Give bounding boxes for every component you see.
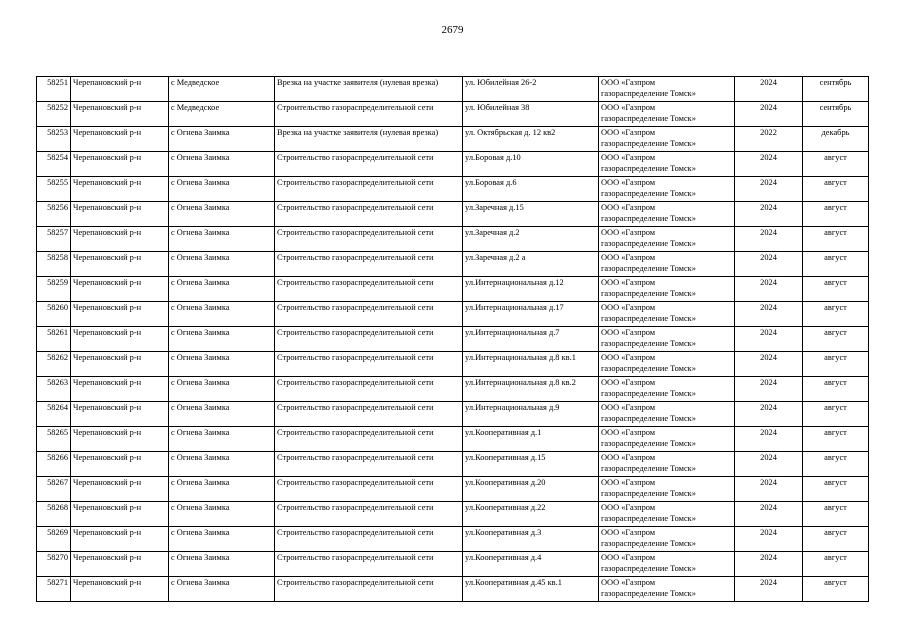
row-number-cell: 58270 xyxy=(37,552,71,577)
year-cell: 2024 xyxy=(735,477,803,502)
organization-cell xyxy=(599,402,735,427)
organization-line-2: газораспределение Томск» xyxy=(601,264,696,273)
organization-line-1: ООО «Газпром xyxy=(601,153,656,162)
organization-cell xyxy=(599,527,735,552)
organization-line-1: ООО «Газпром xyxy=(601,253,656,262)
table-row xyxy=(37,202,869,227)
row-number-cell: 58262 xyxy=(37,352,71,377)
year-cell: 2024 xyxy=(735,177,803,202)
organization-cell xyxy=(599,377,735,402)
table-row xyxy=(37,177,869,202)
organization-line-1: ООО «Газпром xyxy=(601,228,656,237)
row-number-cell: 58263 xyxy=(37,377,71,402)
work-type-cell: Строительство газораспределительной сети xyxy=(275,577,463,602)
district-cell: Черепановский р-н xyxy=(71,402,169,427)
month-cell: август xyxy=(803,502,869,527)
address-cell: ул.Интернациональная д.17 xyxy=(463,302,599,327)
work-type-cell: Строительство газораспределительной сети xyxy=(275,252,463,277)
settlement-cell: с Огнева Заимка xyxy=(169,502,275,527)
year-cell: 2024 xyxy=(735,202,803,227)
row-number-cell: 58261 xyxy=(37,327,71,352)
settlement-cell: с Медведское xyxy=(169,77,275,102)
district-cell: Черепановский р-н xyxy=(71,302,169,327)
work-type-cell: Строительство газораспределительной сети xyxy=(275,177,463,202)
row-number-cell: 58260 xyxy=(37,302,71,327)
organization-line-2: газораспределение Томск» xyxy=(601,289,696,298)
address-cell: ул.Кооперативная д.3 xyxy=(463,527,599,552)
organization-line-2: газораспределение Томск» xyxy=(601,414,696,423)
row-number-cell: 58267 xyxy=(37,477,71,502)
month-cell: август xyxy=(803,202,869,227)
month-cell: август xyxy=(803,302,869,327)
year-cell: 2024 xyxy=(735,227,803,252)
month-cell: август xyxy=(803,277,869,302)
organization-cell xyxy=(599,202,735,227)
organization-line-2: газораспределение Томск» xyxy=(601,364,696,373)
settlement-cell: с Огнева Заимка xyxy=(169,577,275,602)
settlement-cell: с Огнева Заимка xyxy=(169,527,275,552)
year-cell: 2024 xyxy=(735,452,803,477)
district-cell: Черепановский р-н xyxy=(71,177,169,202)
table-row xyxy=(37,152,869,177)
address-cell: ул.Интернациональная д.9 xyxy=(463,402,599,427)
district-cell: Черепановский р-н xyxy=(71,327,169,352)
table-row xyxy=(37,427,869,452)
work-type-cell: Строительство газораспределительной сети xyxy=(275,152,463,177)
address-cell: ул.Кооперативная д.45 кв.1 xyxy=(463,577,599,602)
organization-cell xyxy=(599,252,735,277)
month-cell: август xyxy=(803,327,869,352)
row-number-cell: 58271 xyxy=(37,577,71,602)
address-cell: ул.Боровая д.6 xyxy=(463,177,599,202)
row-number-cell: 58257 xyxy=(37,227,71,252)
year-cell: 2024 xyxy=(735,402,803,427)
organization-line-2: газораспределение Томск» xyxy=(601,439,696,448)
address-cell: ул.Кооперативная д.1 xyxy=(463,427,599,452)
district-cell: Черепановский р-н xyxy=(71,377,169,402)
settlement-cell: с Огнева Заимка xyxy=(169,377,275,402)
table-row xyxy=(37,127,869,152)
district-cell: Черепановский р-н xyxy=(71,452,169,477)
address-cell: ул.Кооперативная д.4 xyxy=(463,552,599,577)
year-cell: 2024 xyxy=(735,552,803,577)
month-cell: август xyxy=(803,477,869,502)
address-cell: ул.Интернациональная д.7 xyxy=(463,327,599,352)
row-number-cell: 58252 xyxy=(37,102,71,127)
table-row xyxy=(37,552,869,577)
organization-line-1: ООО «Газпром xyxy=(601,303,656,312)
table-row xyxy=(37,227,869,252)
row-number-cell: 58268 xyxy=(37,502,71,527)
month-cell: сентябрь xyxy=(803,102,869,127)
year-cell: 2024 xyxy=(735,252,803,277)
organization-line-2: газораспределение Томск» xyxy=(601,164,696,173)
organization-line-1: ООО «Газпром xyxy=(601,203,656,212)
organization-cell xyxy=(599,352,735,377)
organization-cell xyxy=(599,502,735,527)
organization-line-1: ООО «Газпром xyxy=(601,578,656,587)
organization-line-2: газораспределение Томск» xyxy=(601,389,696,398)
month-cell: август xyxy=(803,152,869,177)
year-cell: 2024 xyxy=(735,102,803,127)
table-row xyxy=(37,327,869,352)
address-cell: ул.Заречная д.2 а xyxy=(463,252,599,277)
settlement-cell: с Огнева Заимка xyxy=(169,127,275,152)
work-type-cell: Строительство газораспределительной сети xyxy=(275,527,463,552)
organization-cell xyxy=(599,77,735,102)
year-cell: 2024 xyxy=(735,327,803,352)
year-cell: 2024 xyxy=(735,277,803,302)
organization-line-1: ООО «Газпром xyxy=(601,503,656,512)
organization-cell xyxy=(599,577,735,602)
gasification-register-table xyxy=(36,76,869,602)
organization-line-1: ООО «Газпром xyxy=(601,428,656,437)
year-cell: 2022 xyxy=(735,127,803,152)
settlement-cell: с Огнева Заимка xyxy=(169,202,275,227)
month-cell: август xyxy=(803,452,869,477)
district-cell: Черепановский р-н xyxy=(71,427,169,452)
row-number-cell: 58251 xyxy=(37,77,71,102)
year-cell: 2024 xyxy=(735,77,803,102)
work-type-cell: Строительство газораспределительной сети xyxy=(275,502,463,527)
district-cell: Черепановский р-н xyxy=(71,202,169,227)
year-cell: 2024 xyxy=(735,577,803,602)
month-cell: август xyxy=(803,402,869,427)
organization-line-2: газораспределение Томск» xyxy=(601,564,696,573)
settlement-cell: с Огнева Заимка xyxy=(169,452,275,477)
year-cell: 2024 xyxy=(735,152,803,177)
month-cell: декабрь xyxy=(803,127,869,152)
organization-cell xyxy=(599,102,735,127)
organization-line-1: ООО «Газпром xyxy=(601,78,656,87)
address-cell: ул.Интернациональная д.8 кв.1 xyxy=(463,352,599,377)
district-cell: Черепановский р-н xyxy=(71,552,169,577)
organization-cell xyxy=(599,452,735,477)
row-number-cell: 58255 xyxy=(37,177,71,202)
settlement-cell: с Огнева Заимка xyxy=(169,402,275,427)
district-cell: Черепановский р-н xyxy=(71,352,169,377)
month-cell: сентябрь xyxy=(803,77,869,102)
table-row xyxy=(37,352,869,377)
work-type-cell: Строительство газораспределительной сети xyxy=(275,327,463,352)
year-cell: 2024 xyxy=(735,502,803,527)
organization-line-2: газораспределение Томск» xyxy=(601,114,696,123)
organization-cell xyxy=(599,302,735,327)
settlement-cell: с Огнева Заимка xyxy=(169,177,275,202)
table-row xyxy=(37,502,869,527)
row-number-cell: 58258 xyxy=(37,252,71,277)
row-number-cell: 58264 xyxy=(37,402,71,427)
organization-line-1: ООО «Газпром xyxy=(601,478,656,487)
organization-line-2: газораспределение Томск» xyxy=(601,214,696,223)
month-cell: август xyxy=(803,552,869,577)
work-type-cell: Строительство газораспределительной сети xyxy=(275,477,463,502)
address-cell: ул.Интернациональная д.12 xyxy=(463,277,599,302)
work-type-cell: Строительство газораспределительной сети xyxy=(275,302,463,327)
organization-line-2: газораспределение Томск» xyxy=(601,189,696,198)
work-type-cell: Строительство газораспределительной сети xyxy=(275,377,463,402)
table-row xyxy=(37,577,869,602)
district-cell: Черепановский р-н xyxy=(71,227,169,252)
row-number-cell: 58259 xyxy=(37,277,71,302)
organization-line-1: ООО «Газпром xyxy=(601,178,656,187)
organization-cell xyxy=(599,277,735,302)
organization-cell xyxy=(599,177,735,202)
district-cell: Черепановский р-н xyxy=(71,577,169,602)
district-cell: Черепановский р-н xyxy=(71,102,169,127)
year-cell: 2024 xyxy=(735,527,803,552)
organization-line-2: газораспределение Томск» xyxy=(601,139,696,148)
page-number: 2679 xyxy=(441,24,464,36)
settlement-cell: с Медведское xyxy=(169,102,275,127)
table-row xyxy=(37,77,869,102)
organization-line-1: ООО «Газпром xyxy=(601,378,656,387)
address-cell: ул.Кооперативная д.15 xyxy=(463,452,599,477)
district-cell: Черепановский р-н xyxy=(71,77,169,102)
organization-line-2: газораспределение Томск» xyxy=(601,514,696,523)
table-row xyxy=(37,277,869,302)
district-cell: Черепановский р-н xyxy=(71,252,169,277)
settlement-cell: с Огнева Заимка xyxy=(169,477,275,502)
row-number-cell: 58254 xyxy=(37,152,71,177)
month-cell: август xyxy=(803,377,869,402)
district-cell: Черепановский р-н xyxy=(71,502,169,527)
year-cell: 2024 xyxy=(735,427,803,452)
address-cell: ул. Октябрьская д. 12 кв2 xyxy=(463,127,599,152)
work-type-cell: Строительство газораспределительной сети xyxy=(275,552,463,577)
organization-line-2: газораспределение Томск» xyxy=(601,489,696,498)
table-row xyxy=(37,102,869,127)
organization-line-1: ООО «Газпром xyxy=(601,528,656,537)
organization-line-2: газораспределение Томск» xyxy=(601,539,696,548)
address-cell: ул.Заречная д.15 xyxy=(463,202,599,227)
work-type-cell: Строительство газораспределительной сети xyxy=(275,427,463,452)
settlement-cell: с Огнева Заимка xyxy=(169,552,275,577)
settlement-cell: с Огнева Заимка xyxy=(169,427,275,452)
year-cell: 2024 xyxy=(735,302,803,327)
work-type-cell: Строительство газораспределительной сети xyxy=(275,202,463,227)
work-type-cell: Строительство газораспределительной сети xyxy=(275,227,463,252)
organization-cell xyxy=(599,127,735,152)
district-cell: Черепановский р-н xyxy=(71,477,169,502)
settlement-cell: с Огнева Заимка xyxy=(169,152,275,177)
organization-line-1: ООО «Газпром xyxy=(601,328,656,337)
month-cell: август xyxy=(803,577,869,602)
organization-cell xyxy=(599,477,735,502)
organization-line-1: ООО «Газпром xyxy=(601,453,656,462)
year-cell: 2024 xyxy=(735,352,803,377)
organization-line-1: ООО «Газпром xyxy=(601,278,656,287)
address-cell: ул.Кооперативная д.20 xyxy=(463,477,599,502)
table-row xyxy=(37,302,869,327)
organization-line-2: газораспределение Томск» xyxy=(601,464,696,473)
organization-line-2: газораспределение Томск» xyxy=(601,589,696,598)
organization-line-1: ООО «Газпром xyxy=(601,128,656,137)
organization-line-1: ООО «Газпром xyxy=(601,553,656,562)
settlement-cell: с Огнева Заимка xyxy=(169,227,275,252)
settlement-cell: с Огнева Заимка xyxy=(169,327,275,352)
work-type-cell: Строительство газораспределительной сети xyxy=(275,452,463,477)
month-cell: август xyxy=(803,527,869,552)
month-cell: август xyxy=(803,227,869,252)
table-row xyxy=(37,452,869,477)
organization-line-1: ООО «Газпром xyxy=(601,353,656,362)
organization-cell xyxy=(599,152,735,177)
organization-line-2: газораспределение Томск» xyxy=(601,89,696,98)
organization-cell xyxy=(599,227,735,252)
organization-cell xyxy=(599,552,735,577)
organization-cell xyxy=(599,427,735,452)
settlement-cell: с Огнева Заимка xyxy=(169,302,275,327)
row-number-cell: 58269 xyxy=(37,527,71,552)
work-type-cell: Строительство газораспределительной сети xyxy=(275,352,463,377)
organization-line-2: газораспределение Томск» xyxy=(601,239,696,248)
district-cell: Черепановский р-н xyxy=(71,527,169,552)
table-body xyxy=(37,77,869,602)
organization-line-1: ООО «Газпром xyxy=(601,403,656,412)
month-cell: август xyxy=(803,427,869,452)
row-number-cell: 58266 xyxy=(37,452,71,477)
settlement-cell: с Огнева Заимка xyxy=(169,277,275,302)
district-cell: Черепановский р-н xyxy=(71,127,169,152)
work-type-cell: Врезка на участке заявителя (нулевая врезка) xyxy=(275,77,463,102)
address-cell: ул. Юбилейная 38 xyxy=(463,102,599,127)
district-cell: Черепановский р-н xyxy=(71,152,169,177)
address-cell: ул.Кооперативная д.22 xyxy=(463,502,599,527)
month-cell: август xyxy=(803,252,869,277)
organization-line-2: газораспределение Томск» xyxy=(601,314,696,323)
table-row xyxy=(37,402,869,427)
address-cell: ул. Юбилейная 26-2 xyxy=(463,77,599,102)
work-type-cell: Строительство газораспределительной сети xyxy=(275,277,463,302)
address-cell: ул.Боровая д.10 xyxy=(463,152,599,177)
year-cell: 2024 xyxy=(735,377,803,402)
table-row xyxy=(37,252,869,277)
table-row xyxy=(37,477,869,502)
organization-cell xyxy=(599,327,735,352)
organization-line-2: газораспределение Томск» xyxy=(601,339,696,348)
work-type-cell: Врезка на участке заявителя (нулевая врезка) xyxy=(275,127,463,152)
row-number-cell: 58253 xyxy=(37,127,71,152)
work-type-cell: Строительство газораспределительной сети xyxy=(275,402,463,427)
settlement-cell: с Огнева Заимка xyxy=(169,352,275,377)
work-type-cell: Строительство газораспределительной сети xyxy=(275,102,463,127)
month-cell: август xyxy=(803,352,869,377)
month-cell: август xyxy=(803,177,869,202)
row-number-cell: 58265 xyxy=(37,427,71,452)
organization-line-1: ООО «Газпром xyxy=(601,103,656,112)
table-row xyxy=(37,377,869,402)
table-row xyxy=(37,527,869,552)
address-cell: ул.Интернациональная д.8 кв.2 xyxy=(463,377,599,402)
row-number-cell: 58256 xyxy=(37,202,71,227)
settlement-cell: с Огнева Заимка xyxy=(169,252,275,277)
address-cell: ул.Заречная д.2 xyxy=(463,227,599,252)
district-cell: Черепановский р-н xyxy=(71,277,169,302)
